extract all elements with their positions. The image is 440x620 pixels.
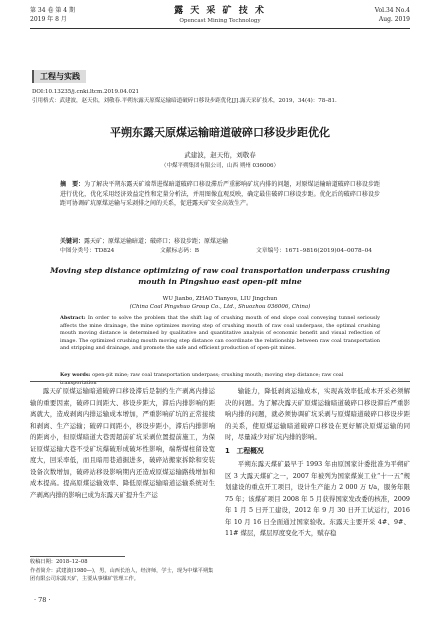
abstract-separator	[30, 381, 410, 382]
section-heading: 1 工程概况	[225, 446, 264, 455]
abstract-en	[60, 315, 380, 353]
running-header-left	[30, 6, 75, 24]
document-code: 文献标志码：B	[160, 248, 200, 254]
body-column-right	[225, 386, 410, 540]
keywords-en-label: Key words:	[60, 372, 91, 378]
body-paragraph: 输能力，降低剥离运输成本，实现高效率低成本开采必须解决的问题。为了解决露天矿原煤运输暗道破碎口移设滞后严重影响内排的问题，就必须协调矿坑采剥与原煤暗道破碎口移设步距的关系，使原煤运输暗道破碎口移设在更好解决原煤运输的同时，尽量减少对矿坑内排的影响。	[225, 387, 410, 441]
journal-masthead	[150, 5, 290, 25]
article-title-zh: 平朔东露天原煤运输暗道破碎口移设步距优化	[110, 126, 330, 139]
keywords-zh-text: 露天矿；原煤运输暗道；破碎口；移设步距；原煤运输	[84, 238, 229, 245]
article-title-en: Moving step distance optimizing of raw coal transportation underpass crushing mouth in Pingshuo east open-pit mine	[50, 266, 390, 286]
volume-issue-en: Vol.34 No.4	[374, 7, 410, 14]
authors-zh: 武建波，赵天佑，刘敬春	[184, 151, 256, 159]
body-paragraph: 平朔东露天煤矿最早于 1993 年由原国家计委批准为平朔矿区 3 大露天煤矿之一，2007 年被列为国家煤炭工业“十一五”规划建设的重点开工项目，设计生产能力 2 000 万 t/a，服务年限 75 年；该煤矿项目 2008 年 5 月获得国家发改委的核准，2009 年 1 月 5 日开工建设，2012 年 9 月 30 日开工试运行，2016 年 10 月 16 日全面通过国家验收。东露天主要开采 4#、9#、11# 煤层，煤层厚度变化不大，赋存稳	[225, 460, 410, 537]
abstract-zh	[60, 180, 380, 209]
journal-title-zh: 露 天 采 矿 技 术	[174, 6, 266, 16]
body-paragraph: 露天矿原煤运输暗道破碎口移设滞后是制约生产剥离内排运输的重要因素，破碎口间距大、移设步距大，滞后内排影响的距离就大，造成剥离内排运输成本增加，严重影响矿坑的正常接续和剥离、生产运输；破碎口间距小，移设步距小，滞后内排影响的距离小，但原煤暗道大巷需超前矿坑采剥位置提前施工，为保证原煤运输大巷不受矿坑爆破形成破坏性影响，端帮煤柱留设宽度大，回采率低，而且暗用巷道掘进多，破碎站搬家拆除和安装设备次数增加，破碎站移设影响期内还造成原煤运输路线增加和成本提高。提高原煤运输效率、降低原煤运输暗道运输系统对生产剥离内排的影响已成为东露天矿提升生产运	[30, 387, 215, 499]
journal-title-en: Opencast Mining Technology	[179, 18, 261, 24]
article-number: 文章编号：1671–9816(2019)04–0078–04	[256, 248, 372, 254]
abstract-zh-label: 摘 要：	[60, 181, 85, 188]
affiliation-zh: （中煤平朔集团有限公司，山西 朔州 036006）	[161, 163, 279, 169]
header-rule	[30, 28, 410, 29]
authors-en: WU Jianbo, ZHAO Tianyou, LIU Jingchun	[162, 296, 278, 302]
keywords-zh-label: 关键词：	[60, 238, 85, 245]
abstract-en-text: In order to solve the problem that the shift lag of crushing mouth of end slope coal conveying tunnel seriously affects the mine drainage, the mine optimizes moving step of crushing mouth of raw coal underpass, the optimal crushing mouth moving distance is determined by qualitative and quantitative analysis of economic benefit and visual reflection of image. The optimized crushing mouth moving step distance can coordinate the relationship between raw coal transportation and stripping and drainage, and promote the safe and efficient production of open-pit mines.	[60, 315, 381, 352]
keywords-zh	[60, 237, 380, 246]
section-tag: 工程与实践	[32, 70, 86, 83]
clc-number: 中图分类号：TD824	[60, 248, 115, 254]
abstract-zh-text: 为了解决平朔东露天矿端帮进煤暗道破碎口移设滞后严重影响矿坑内排的问题，对原煤运输暗道破碎口移设步距进行优化，优化采用经济效益定性和定量分析法，并用图像直观反映，确定最佳破碎口移设步距。优化后的破碎口移设步距可协调矿坑原煤运输与采剥排之间的关系，促进露天矿安全高效生产。	[60, 181, 380, 207]
doi-line: DOI:10.13235/j.cnki.ltcm.2019.04.021	[32, 89, 139, 95]
volume-issue: 第 34 卷 第 4 期	[30, 7, 75, 14]
body-column-left	[30, 386, 215, 501]
affiliation-en: (China Coal Pingshuo Group Co., Ltd., Shuozhou 036006, China)	[129, 304, 311, 310]
author-bio: 作者简介：武建波(1980—)，男，山西长治人，经济师，学士，现为中煤平朔集团有限公司东露天矿，主要从事煤矿管理工作。	[30, 567, 214, 582]
abstract-en-label: Abstract:	[60, 315, 86, 321]
footnote-rule	[30, 556, 125, 557]
received-date: 收稿日期：2018–12–08	[30, 559, 88, 565]
publication-date: 2019 年 8 月	[30, 16, 67, 23]
keywords-en-text: open-pit mine; raw coal transportation underpass; crushing mouth; moving step distance; raw coal transportation	[60, 372, 344, 386]
running-header-right	[375, 6, 410, 24]
publication-date-en: Aug. 2019	[378, 16, 410, 23]
citation-line: 引用格式：武建波，赵天佑，刘敬春.平朔东露天原煤运输暗道破碎口移设步距优化[J].露天采矿技术，2019，34(4)：78–81.	[32, 98, 337, 104]
keywords-en	[60, 372, 380, 387]
page-number: · 78 ·	[34, 596, 51, 604]
footnotes	[30, 558, 215, 584]
